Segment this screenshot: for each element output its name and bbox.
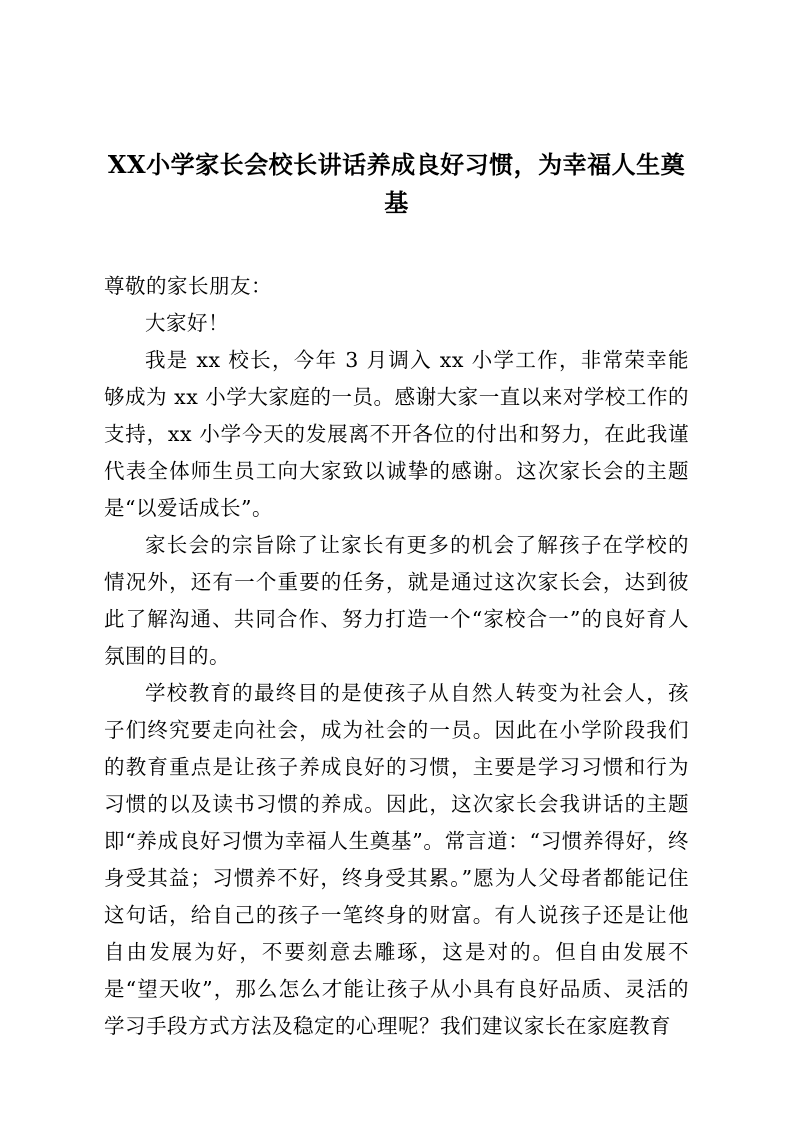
paragraph-introduction: 我是 xx 校长，今年 3 月调入 xx 小学工作，非常荣幸能够成为 xx 小学大家庭的一员。感谢大家一直以来对学校工作的支持，xx 小学今天的发展离不开各位的付出和努力，在此我谨代表全体师生员工向大家致以诚挚的感谢。这次家长会的主题是“以爱话成长”。 [104,348,689,520]
paragraph-meeting-purpose: 家长会的宗旨除了让家长有更多的机会了解孩子在学校的情况外，还有一个重要的任务，就是通过这次家长会，达到彼此了解沟通、共同合作、努力打造一个“家校合一”的良好育人氛围的目的。 [104,533,689,668]
document-title: XX小学家长会校长讲话养成良好习惯，为幸福人生奠基 [107,150,686,217]
paragraph-salutation: 尊敬的家长朋友： [104,274,272,298]
paragraph-education-theme: 学校教育的最终目的是使孩子从自然人转变为社会人，孩子们终究要走向社会，成为社会的一员。因此在小学阶段我们的教育重点是让孩子养成良好的习惯，主要是学习习惯和行为习惯的以及读书习惯的养成。因此，这次家长会我讲话的主题即“养成良好习惯为幸福人生奠基”。常言道：“习惯养得好，终身受其益；习惯养不好，终身受其累。”愿为人父母者都能记住这句话，给自己的孩子一笔终身的财富。有人说孩子还是让他自由发展为好，不要刻意去雕琢，这是对的。但自由发展不是“望天收”，那么怎么才能让孩子从小具有良好品质、灵活的学习手段方式方法及稳定的心理呢？我们建议家长在家庭教育 [104,681,689,1038]
paragraph-greeting: 大家好！ [145,311,229,335]
